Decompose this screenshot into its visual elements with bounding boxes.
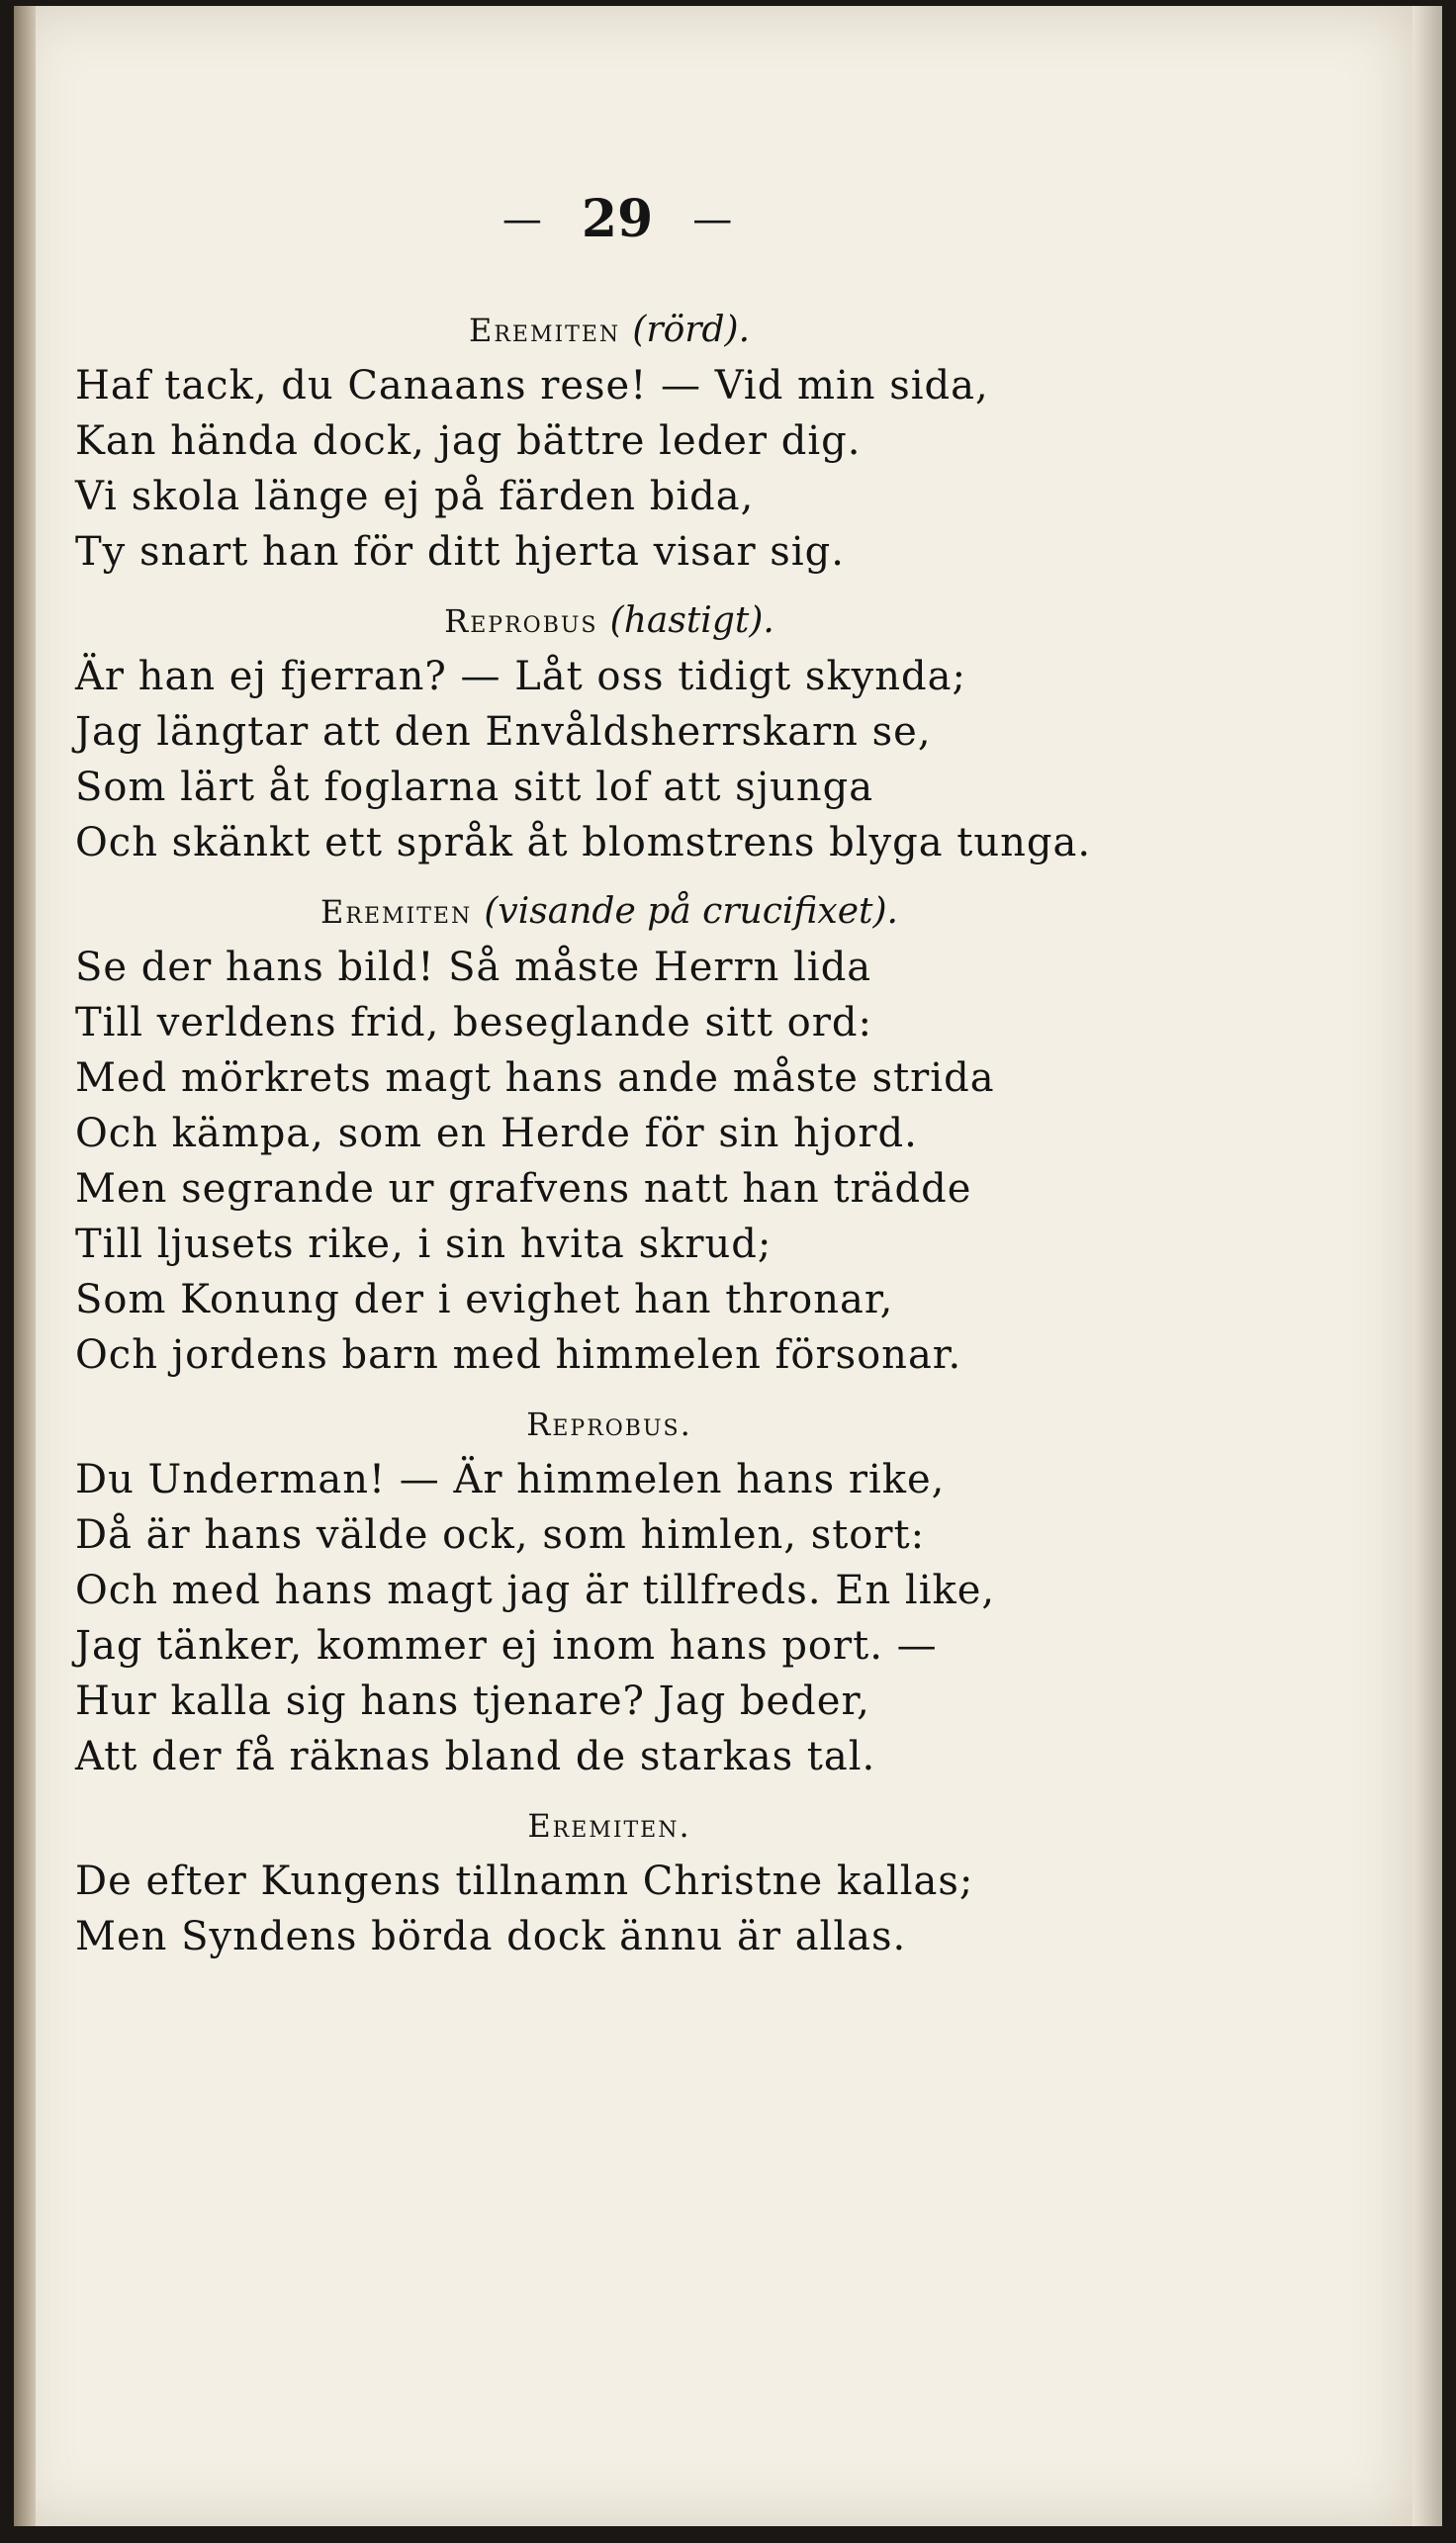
verse-line: Ty snart han för ditt hjerta visar sig. bbox=[75, 529, 845, 575]
verse-line: Kan hända dock, jag bättre leder dig. bbox=[75, 418, 862, 464]
speaker-heading bbox=[75, 1397, 1143, 1452]
verse-line: Då är hans välde ock, som himlen, stort: bbox=[75, 1512, 926, 1558]
verse-line: Jag längtar att den Envåldsherrskarn se, bbox=[75, 709, 932, 755]
header-dash-left: — bbox=[501, 196, 542, 242]
page-edge bbox=[1412, 6, 1442, 2526]
verse-line: Se der hans bild! Så måste Herrn lida bbox=[75, 945, 872, 990]
speaker-name: Eremiten. bbox=[527, 1807, 691, 1845]
verse-line: Och jordens barn med himmelen försonar. bbox=[75, 1332, 962, 1378]
verse-line: Hur kalla sig hans tjenare? Jag beder, bbox=[75, 1679, 870, 1724]
verse-line: Och kämpa, som en Herde för sin hjord. bbox=[75, 1111, 918, 1156]
verse-line: Du Underman! — Är himmelen hans rike, bbox=[75, 1457, 946, 1502]
book-page bbox=[14, 6, 1412, 2526]
speaker-name: Eremiten bbox=[320, 893, 473, 931]
stage-direction: (rörd). bbox=[632, 310, 751, 350]
play-text bbox=[75, 303, 1143, 1964]
page-number: 29 bbox=[581, 189, 654, 249]
speaker-heading bbox=[75, 1798, 1143, 1854]
verse-line: Är han ej fjerran? — Låt oss tidigt skynda; bbox=[75, 654, 966, 699]
verse-line: Som Konung der i evighet han thronar, bbox=[75, 1277, 894, 1322]
verse-line: Men Syndens börda dock ännu är allas. bbox=[75, 1914, 907, 1959]
verse-line: Med mörkrets magt hans ande måste strida bbox=[75, 1055, 995, 1101]
speaker-name: Reprobus. bbox=[526, 1406, 692, 1443]
verse-line: Men segrande ur grafvens natt han trädde bbox=[75, 1166, 972, 1212]
verse-line: Till ljusets rike, i sin hvita skrud; bbox=[75, 1222, 773, 1267]
verse-line: De efter Kungens tillnamn Christne kallas; bbox=[75, 1859, 974, 1904]
verse-line: Till verldens frid, beseglande sitt ord: bbox=[75, 1000, 872, 1045]
stage-direction: (visande på crucifixet). bbox=[484, 891, 898, 932]
stage-direction: (hastigt). bbox=[609, 600, 774, 641]
header-dash-right: — bbox=[692, 196, 733, 242]
verse-line: Haf tack, du Canaans rese! — Vid min sida, bbox=[75, 363, 989, 409]
speaker-name: Eremiten bbox=[468, 312, 621, 349]
verse-line: Vi skola länge ej på färden bida, bbox=[75, 474, 755, 519]
speaker-heading bbox=[75, 303, 1143, 358]
verse-line: Som lärt åt foglarna sitt lof att sjunga bbox=[75, 765, 874, 810]
speaker-heading bbox=[75, 884, 1143, 940]
page-spine-shadow bbox=[14, 6, 36, 2526]
verse-line: Jag tänker, kommer ej inom hans port. — bbox=[75, 1623, 938, 1669]
speaker-name: Reprobus bbox=[444, 602, 598, 640]
page-header bbox=[410, 189, 825, 249]
verse-line: Och skänkt ett språk åt blomstrens blyga tunga. bbox=[75, 820, 1092, 865]
verse-line: Och med hans magt jag är tillfreds. En like, bbox=[75, 1568, 996, 1613]
verse-line: Att der få räknas bland de starkas tal. bbox=[75, 1734, 876, 1779]
speaker-heading bbox=[75, 593, 1143, 649]
